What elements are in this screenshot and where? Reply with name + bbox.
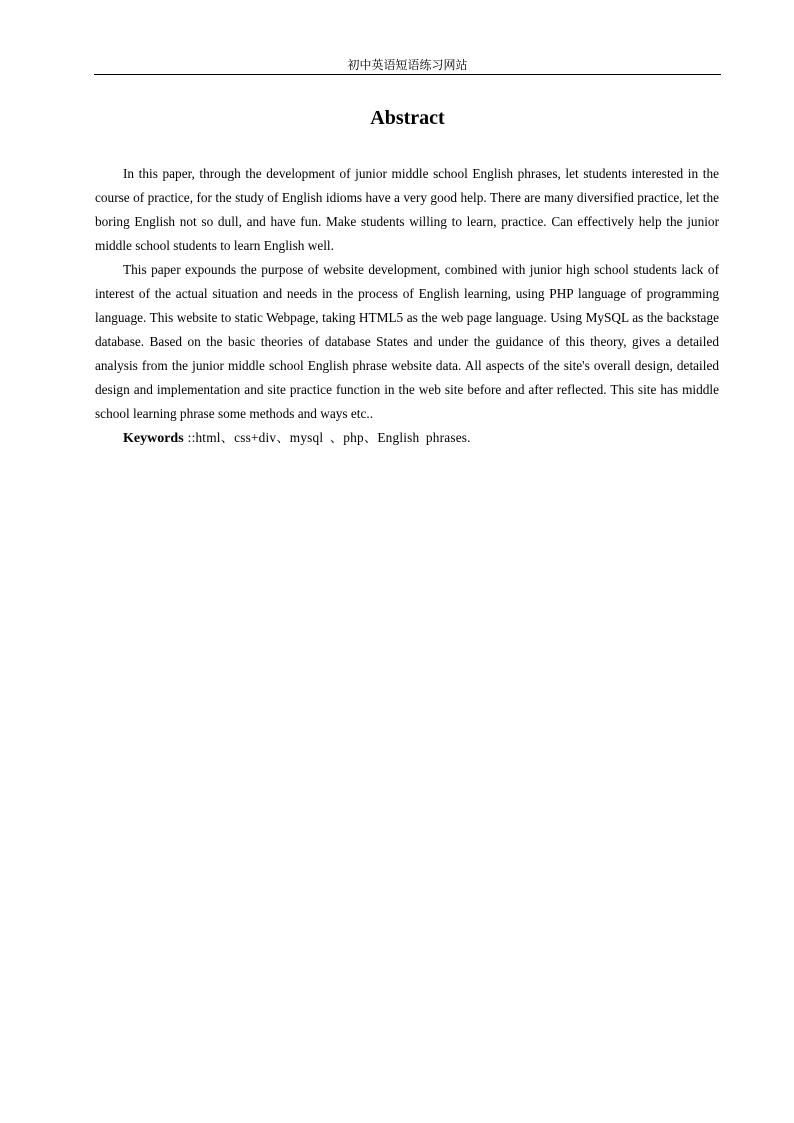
keywords-value: ::html、css+div、mysql 、php、English phrases. [187,430,471,445]
abstract-paragraph-2: This paper expounds the purpose of website development, combined with junior high school students lack of interest of the actual situation and needs in the process of English learning, using PHP language of programming language. This website to static Webpage, taking HTML5 as the web page language. Using MySQL as the backstage database. Based on the basic theories of database States and under the guidance of this theory, gives a detailed analysis from the junior middle school English phrase website data. All aspects of the site's overall design, detailed design and implementation and site practice function in the web site before and after reflected. This site has middle school learning phrase some methods and ways etc.. [95,262,719,421]
keywords-line [95,426,719,451]
abstract-body [95,162,719,451]
abstract-paragraph-1: In this paper, through the development of junior middle school English phrases, let students interested in the course of practice, for the study of English idioms have a very good help. There are many diversified practice, let the boring English not so dull, and have fun. Make students willing to learn, practice. Can effectively help the junior middle school students to learn English well. [95,166,719,253]
abstract-title: Abstract [370,107,445,129]
page-header: 初中英语短语练习网站 [94,56,721,75]
keywords-label: Keywords [123,431,184,446]
